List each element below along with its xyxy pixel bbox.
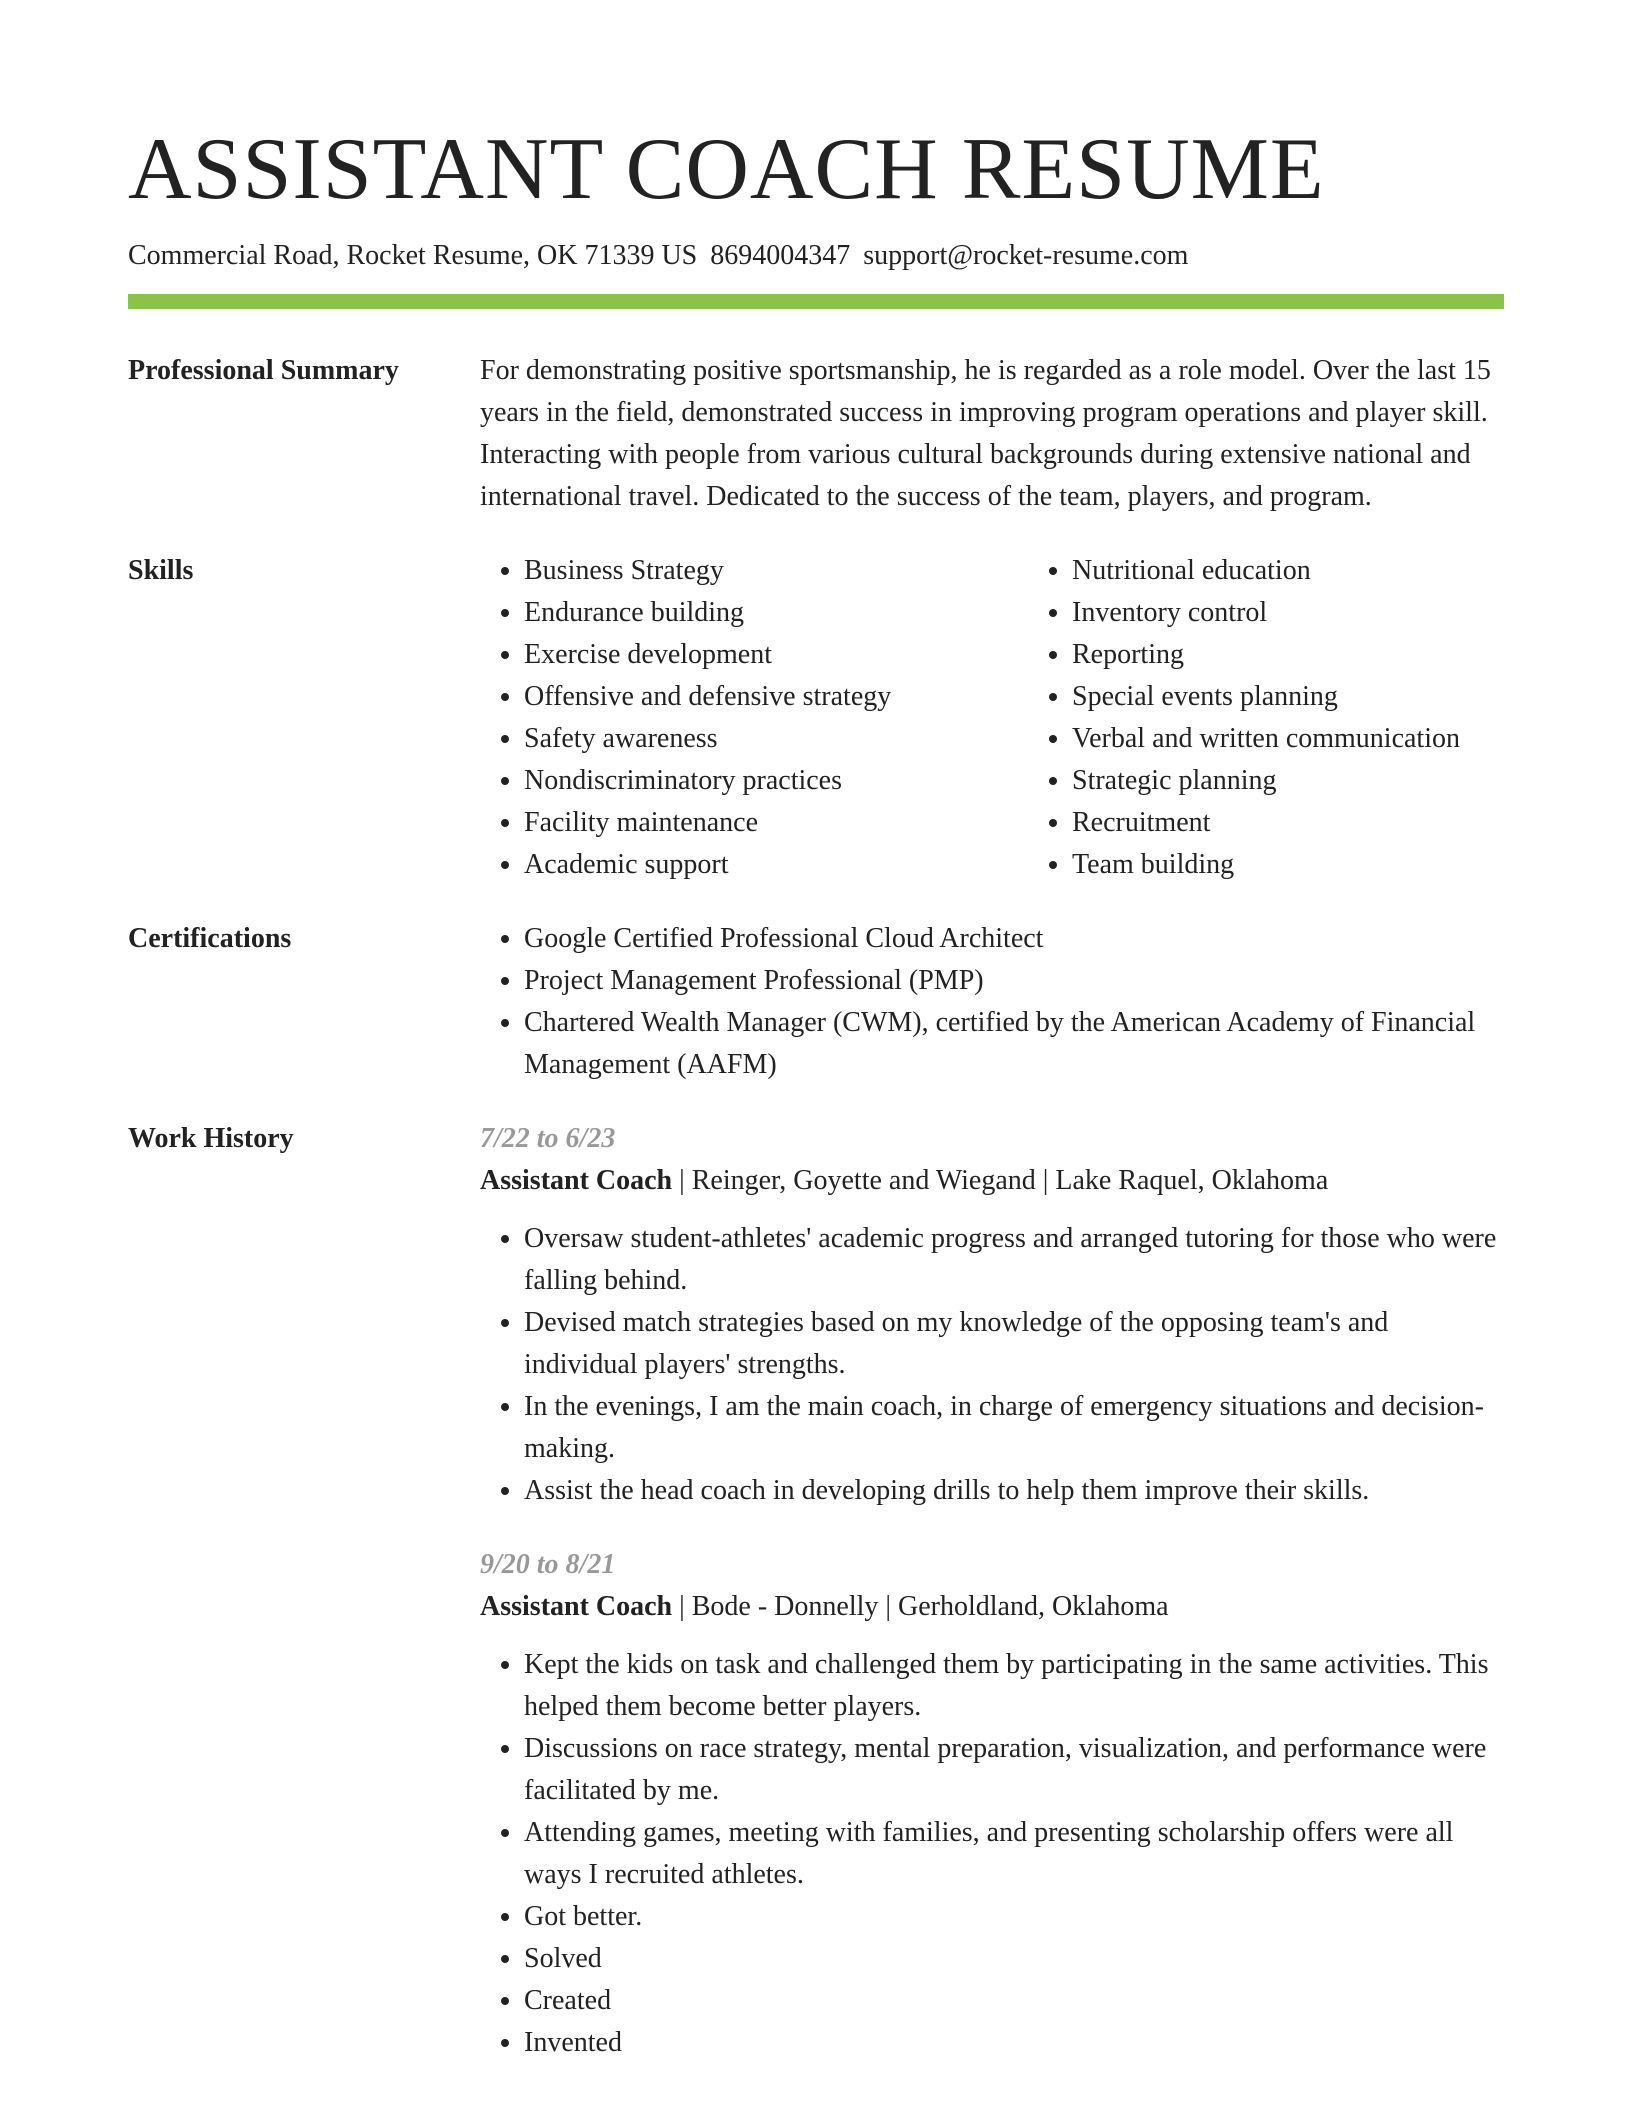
certification-item: • Project Management Professional (PMP) — [524, 960, 1504, 1002]
job-dates: 9/20 to 8/21 — [480, 1549, 616, 1580]
skill-item: • Verbal and written communication — [1072, 718, 1460, 760]
skill-item: • Inventory control — [1072, 592, 1460, 634]
resume-title: ASSISTANT COACH RESUME — [128, 121, 1325, 218]
skill-item: • Special events planning — [1072, 676, 1460, 718]
job-bullet: • Kept the kids on task and challenged them by participating in the same activities. This helped them become better players. — [524, 1644, 1504, 1728]
job-dates: 7/22 to 6/23 — [480, 1123, 616, 1154]
job-bullet: • Oversaw student-athletes' academic progress and arranged tutoring for those who were falling behind. — [524, 1218, 1504, 1302]
skill-item: • Nutritional education — [1072, 550, 1460, 592]
contact-email: support@rocket-resume.com — [863, 240, 1189, 271]
skill-item: • Endurance building — [524, 592, 1028, 634]
skills-list-right — [1028, 550, 1460, 886]
skill-item: • Nondiscriminatory practices — [524, 760, 1028, 802]
skills-section — [128, 550, 1504, 886]
job-title: Assistant Coach — [480, 1591, 673, 1622]
job-heading — [480, 1586, 1504, 1628]
section-label-summary: Professional Summary — [128, 355, 399, 386]
accent-divider — [128, 294, 1504, 309]
job-bullet: • Invented — [524, 2022, 1504, 2064]
job-bullets — [480, 1644, 1504, 2064]
job-bullets — [480, 1218, 1504, 1512]
job-entry — [480, 1544, 1504, 2064]
job-bullet: • Solved — [524, 1938, 1504, 1980]
resume-header — [128, 118, 1504, 309]
skill-item: • Strategic planning — [1072, 760, 1460, 802]
certification-item: • Google Certified Professional Cloud Architect — [524, 918, 1504, 960]
job-heading — [480, 1160, 1504, 1202]
certifications-list — [480, 918, 1504, 1086]
job-bullet: • In the evenings, I am the main coach, in charge of emergency situations and decision-making. — [524, 1386, 1504, 1470]
skills-list-left — [480, 550, 1028, 886]
skill-item: • Business Strategy — [524, 550, 1028, 592]
certifications-section — [128, 918, 1504, 1086]
job-entry — [480, 1118, 1504, 1512]
job-details: | Bode - Donnelly | Gerholdland, Oklahoma — [672, 1591, 1169, 1622]
contact-phone: 8694004347 — [710, 240, 851, 271]
skill-item: • Exercise development — [524, 634, 1028, 676]
job-bullet: • Attending games, meeting with families, and presenting scholarship offers were all ways I recruited athletes. — [524, 1812, 1504, 1896]
job-bullet: • Discussions on race strategy, mental preparation, visualization, and performance were facilitated by me. — [524, 1728, 1504, 1812]
job-bullet: • Created — [524, 1980, 1504, 2022]
section-label-certifications: Certifications — [128, 923, 292, 954]
summary-text: For demonstrating positive sportsmanship, he is regarded as a role model. Over the last 15 years in the field, demonstrated success in improving program operations and player skill. Interacting with people from various cultural backgrounds during extensive national and international travel. Dedicated to the success of the team, players, and program. — [480, 355, 1491, 512]
section-label-work-history: Work History — [128, 1123, 294, 1154]
contact-address: Commercial Road, Rocket Resume, OK 71339 US — [128, 240, 698, 271]
job-title: Assistant Coach — [480, 1165, 673, 1196]
skill-item: • Safety awareness — [524, 718, 1028, 760]
skill-item: • Academic support — [524, 844, 1028, 886]
work-history-section — [128, 1118, 1504, 2064]
skill-item: • Facility maintenance — [524, 802, 1028, 844]
contact-line — [128, 238, 1504, 274]
certification-item: • Chartered Wealth Manager (CWM), certified by the American Academy of Financial Management (AAFM) — [524, 1002, 1504, 1086]
skill-item: • Reporting — [1072, 634, 1460, 676]
skill-item: • Recruitment — [1072, 802, 1460, 844]
section-label-skills: Skills — [128, 555, 194, 586]
job-details: | Reinger, Goyette and Wiegand | Lake Raquel, Oklahoma — [672, 1165, 1329, 1196]
job-bullet: • Got better. — [524, 1896, 1504, 1938]
job-bullet: • Assist the head coach in developing drills to help them improve their skills. — [524, 1470, 1504, 1512]
job-bullet: • Devised match strategies based on my knowledge of the opposing team's and individual players' strengths. — [524, 1302, 1504, 1386]
skill-item: • Team building — [1072, 844, 1460, 886]
skill-item: • Offensive and defensive strategy — [524, 676, 1028, 718]
resume-content — [128, 350, 1504, 2064]
summary-section — [128, 350, 1504, 518]
